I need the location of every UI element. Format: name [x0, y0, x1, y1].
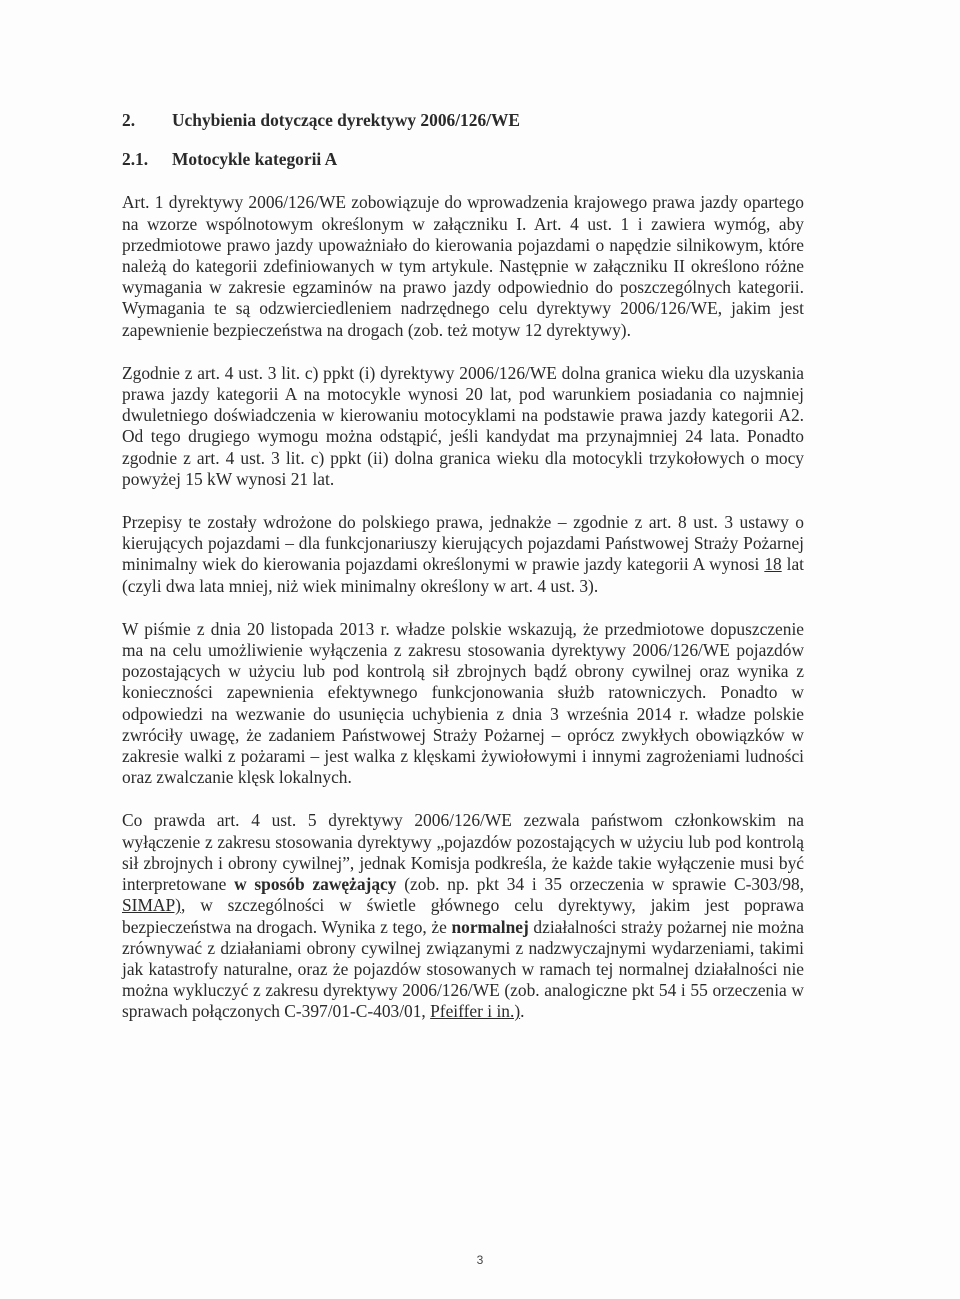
paragraph-5-part-e: . [520, 1001, 525, 1022]
section-title: Uchybienia dotyczące dyrektywy 2006/126/WE [172, 110, 520, 130]
subsection-number: 2.1. [122, 149, 149, 170]
paragraph-5-part-a: Co prawda art. 4 ust. 5 dyrektywy 2006/126/WE zezwala państwom członkowskim na wyłączenie z zakresu stosowania dyrektywy „pojazdów pozostających w użyciu lub pod kontrolą sił zbrojnych i obrony cywilnej”, jednak Komisja podkreśla, że każde takie wyłączenie musi być interpretowane [122, 810, 804, 895]
paragraph-5 [122, 810, 804, 1022]
case-reference-simap: SIMAP) [122, 895, 181, 916]
underlined-age: 18 [764, 554, 782, 575]
paragraph-1: Art. 1 dyrektywy 2006/126/WE zobowiązuje do wprowadzenia krajowego prawa jazdy opartego na wzorze wspólnotowym określonym w załączniku I. Art. 4 ust. 1 i zawiera wymóg, aby przedmiotowe prawo jazdy upoważniało do kierowania pojazdami o napędzie silnikowym, które należą do kategorii zdefiniowanych w tym artykule. Następnie w załączniku II określono różne wymagania w zakresie egzaminów na prawo jazdy odpowiednio do poszczególnych kategorii. Wymagania te są odzwierciedleniem nadrzędnego celu dyrektywy 2006/126/WE, jakim jest zapewnienie bezpieczeństwa na drogach (zob. też motyw 12 dyrektywy). [122, 192, 804, 340]
paragraph-5-part-c: , w szczególności w świetle głównego celu dyrektywy, jakim jest poprawa bezpieczeństwa na drogach. Wynika z tego, że [122, 895, 804, 937]
subsection-title: Motocykle kategorii A [172, 149, 338, 170]
subsection-heading [122, 149, 804, 170]
bold-phrase-restrictive: w sposób zawężający [234, 874, 397, 895]
section-number: 2. [122, 110, 136, 130]
paragraph-2: Zgodnie z art. 4 ust. 3 lit. c) ppkt (i) dyrektywy 2006/126/WE dolna granica wieku dla uzyskania prawa jazdy kategorii A na motocykle wynosi 20 lat, pod warunkiem posiadania co najmniej dwuletniego doświadczenia w kierowaniu motocyklami na podstawie prawa jazdy kategorii A2. Od tego drugiego wymogu można odstąpić, jeśli kandydat ma przynajmniej 24 lata. Ponadto zgodnie z art. 4 ust. 3 lit. c) ppkt (ii) dolna granica wieku dla motocykli trzykołowych o mocy powyżej 15 kW wynosi 21 lat. [122, 362, 804, 489]
paragraph-3 [122, 512, 804, 597]
section-heading [122, 110, 804, 131]
page-number: 3 [476, 1253, 484, 1267]
paragraph-5-part-b: (zob. np. pkt 34 i 35 orzeczenia w sprawie C-303/98, [396, 874, 805, 895]
document-body [122, 110, 804, 1023]
bold-word-normal: normalnej [451, 916, 529, 937]
paragraph-5-part-d: działalności straży pożarnej nie można zrównywać z działaniami obrony cywilnej związanymi z nadzwyczajnymi wydarzeniami, takimi jak katastrofy naturalne, oraz że pojazdów stosowanych w ramach tej normalnej działalności nie można wykluczyć z zakresu dyrektywy 2006/126/WE (zob. analogiczne pkt 54 i 55 orzeczenia w sprawach połączonych C-397/01-C-403/01, [122, 916, 804, 1022]
paragraph-3-part-a: Przepisy te zostały wdrożone do polskiego prawa, jednakże – zgodnie z art. 8 ust. 3 ustawy o kierujących pojazdami – dla funkcjonariuszy kierujących pojazdami Państwowej Straży Pożarnej minimalny wiek do kierowania pojazdami określonymi w prawie jazdy kategorii A wynosi [122, 512, 804, 575]
paragraph-4: W piśmie z dnia 20 listopada 2013 r. władze polskie wskazują, że przedmiotowe dopuszczenie ma na celu umożliwienie wyłączenia z zakresu stosowania dyrektywy 2006/126/WE pojazdów pozostających w użyciu lub pod kontrolą sił zbrojnych bądź obrony cywilnej oraz wynika z konieczności zapewnienia efektywnego funkcjonowania służb ratowniczych. Ponadto w odpowiedzi na wezwanie do usunięcia uchybienia z dnia 3 września 2014 r. władze polskie zwróciły uwagę, że zadaniem Państwowej Straży Pożarnej – oprócz zwykłych obowiązków w zakresie walki z pożarami – jest walka z klęskami żywiołowymi i innymi zagrożeniami ludności oraz zwalczanie klęsk lokalnych. [122, 618, 804, 788]
paragraph-3-part-b: lat (czyli dwa lata mniej, niż wiek minimalny określony w art. 4 ust. 3). [122, 554, 804, 596]
case-reference-pfeiffer: Pfeiffer i in.) [430, 1001, 521, 1022]
